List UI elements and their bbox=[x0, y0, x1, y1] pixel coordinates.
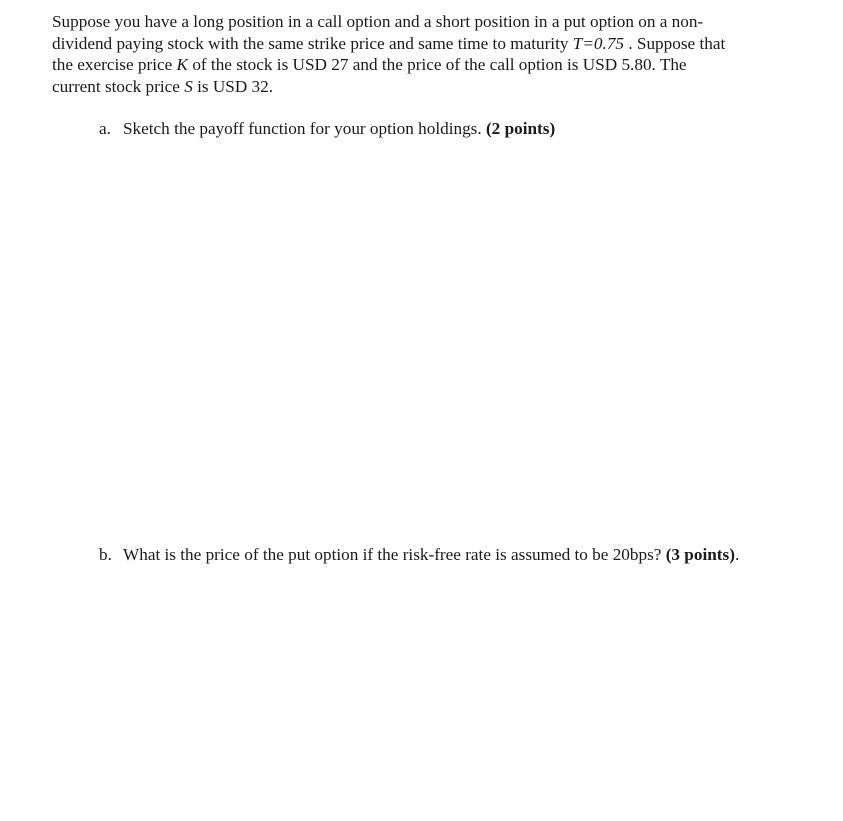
question-a bbox=[99, 118, 555, 140]
problem-statement bbox=[52, 11, 792, 97]
question-b: b. What is the price of the put option if the risk-free rate is assumed to be 20bps? (3 points). bbox=[99, 545, 740, 564]
question-b-points: (3 points) bbox=[665, 545, 735, 564]
question-b-text: What is the price of the put option if the risk-free rate is assumed to be 20bps? bbox=[123, 545, 666, 564]
statement-line-4: current stock price S is USD 32. bbox=[52, 76, 274, 96]
question-a-text: Sketch the payoff function for your option holdings. bbox=[123, 119, 486, 138]
strike-variable: K bbox=[176, 55, 189, 74]
maturity-variable: T=0.75 bbox=[572, 33, 625, 53]
question-a-points: (2 points) bbox=[485, 119, 556, 138]
statement-line-1: Suppose you have a long position in a call option and a short position in a put option on a non- bbox=[52, 12, 704, 31]
statement-line-3: the exercise price K of the stock is USD 27 and the price of the call option is USD 5.80. The bbox=[52, 55, 687, 74]
statement-line-2: dividend paying stock with the same strike price and same time to maturity T=0.75 . Suppose that bbox=[52, 33, 726, 53]
question-a-label: a. bbox=[99, 119, 111, 138]
stock-price-variable: S bbox=[184, 76, 193, 96]
question-b-label: b. bbox=[99, 545, 112, 564]
